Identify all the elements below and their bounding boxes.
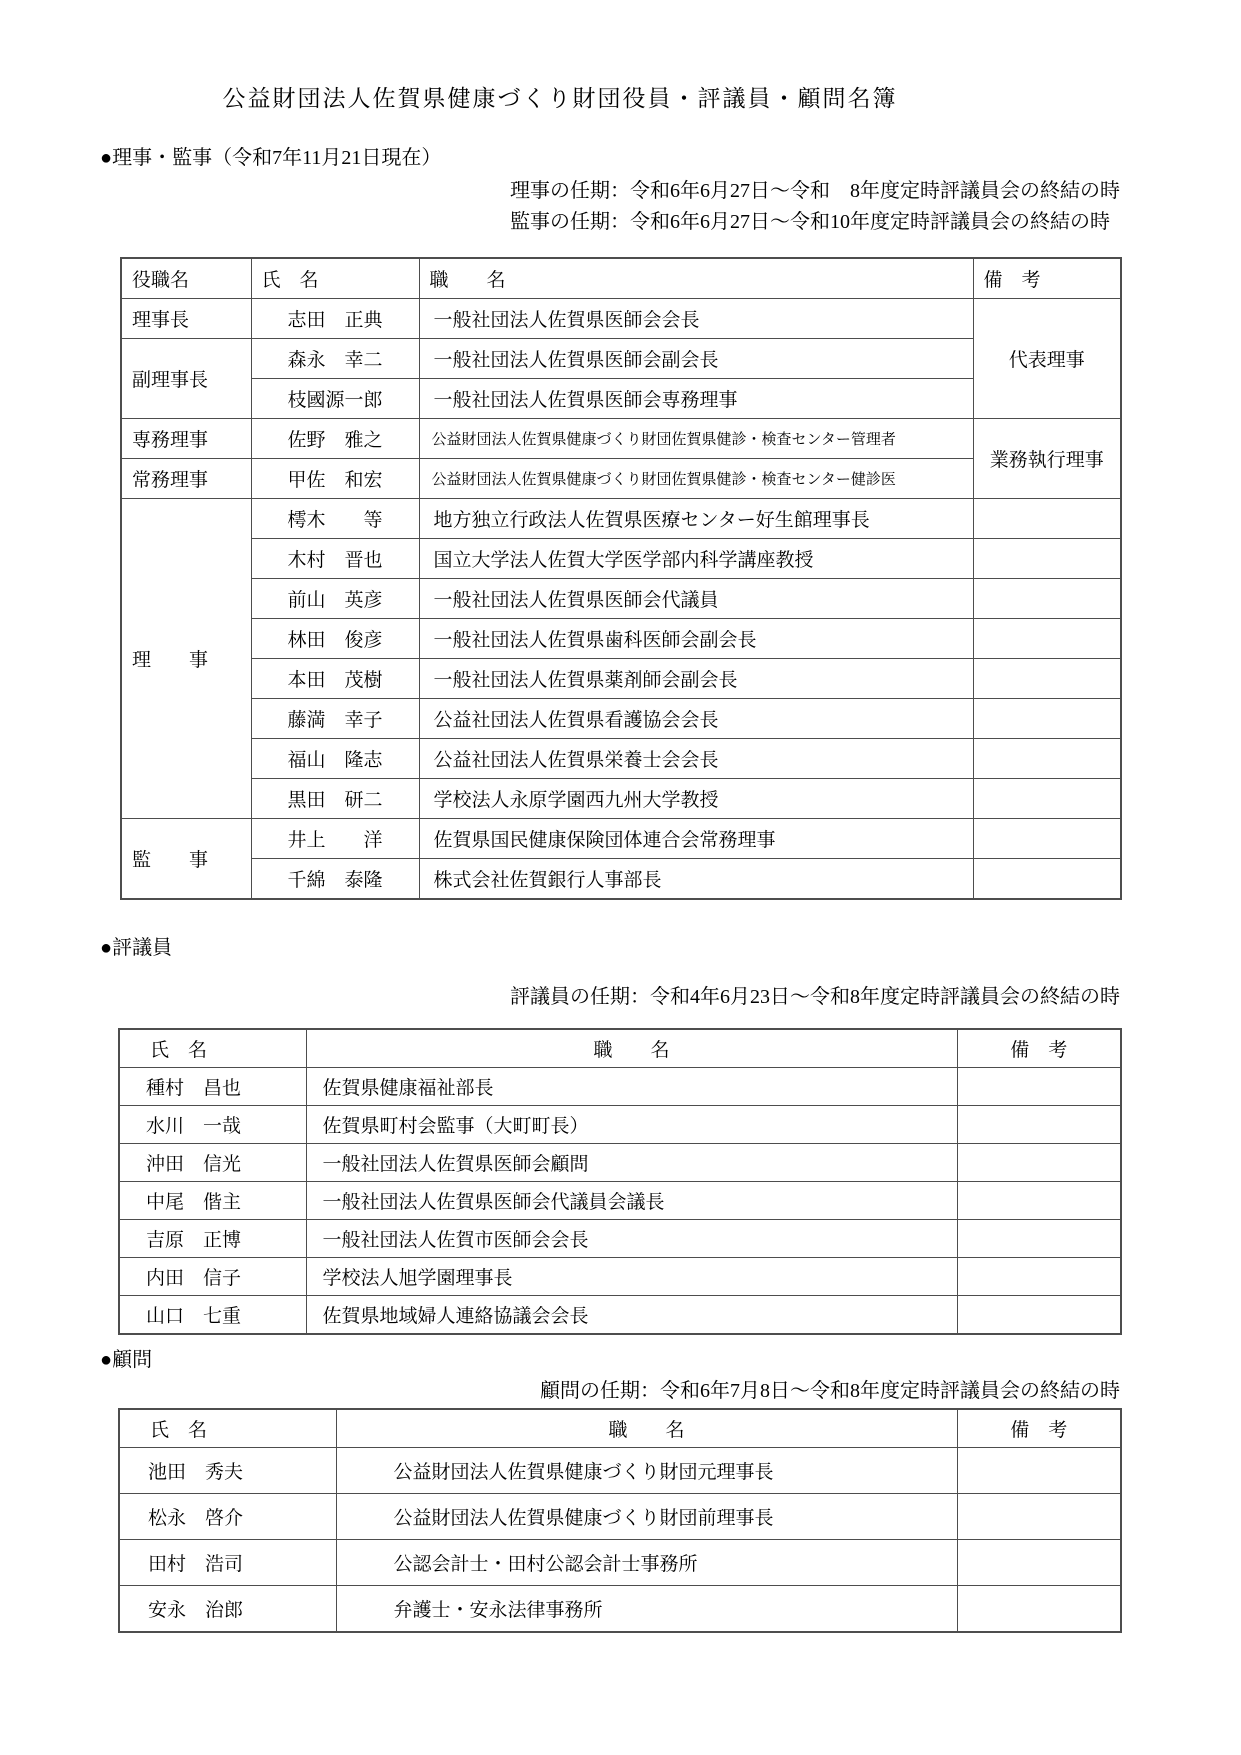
remark-cell: 業務執行理事 [973,419,1121,499]
name-cell: 吉原 正博 [119,1220,306,1258]
name-cell: 福山 隆志 [251,739,419,779]
remark-cell [973,619,1121,659]
advisors-table [118,1408,1122,1633]
job-cell: 佐賀県健康福祉部長 [306,1068,957,1106]
header-row [119,1409,1121,1448]
remark-cell [973,499,1121,539]
name-cell: 沖田 信光 [119,1144,306,1182]
advisors-term-line: 顧問の任期：令和6年7月8日～令和8年度定時評議員会の終結の時 [540,1380,1120,1402]
councilors-term-line: 評議員の任期：令和4年6月23日～令和8年度定時評議員会の終結の時 [510,986,1120,1008]
job-cell: 学校法人永原学園西九州大学教授 [419,779,973,819]
officers-term-lines [510,176,1120,238]
remark-cell [957,1144,1121,1182]
table-row [121,779,1121,819]
column-header: 氏 名 [119,1029,306,1068]
job-cell: 公益社団法人佐賀県看護協会会長 [419,699,973,739]
table-row [121,619,1121,659]
job-cell: 佐賀県地域婦人連絡協議会会長 [306,1296,957,1335]
remark-cell [957,1494,1121,1540]
table-row [121,459,1121,499]
name-cell: 井上 洋 [251,819,419,859]
job-cell: 一般社団法人佐賀県医師会代議員会議長 [306,1182,957,1220]
name-cell: 山口 七重 [119,1296,306,1335]
job-cell: 佐賀県町村会監事（大町町長） [306,1106,957,1144]
table-row [121,499,1121,539]
table-row [121,379,1121,419]
column-header: 氏 名 [119,1409,336,1448]
remark-cell [957,1586,1121,1633]
name-cell: 中尾 偕主 [119,1182,306,1220]
name-cell: 松永 啓介 [119,1494,336,1540]
role-cell: 副理事長 [121,339,251,419]
job-cell: 公益社団法人佐賀県栄養士会会長 [419,739,973,779]
table-row [121,699,1121,739]
column-header: 役職名 [121,258,251,299]
job-cell: 学校法人旭学園理事長 [306,1258,957,1296]
table-row [119,1448,1121,1494]
table-row [119,1106,1121,1144]
name-cell: 内田 信子 [119,1258,306,1296]
remark-cell [957,1540,1121,1586]
job-cell: 一般社団法人佐賀県医師会専務理事 [419,379,973,419]
name-cell: 林田 俊彦 [251,619,419,659]
table-row [119,1220,1121,1258]
name-cell: 本田 茂樹 [251,659,419,699]
section-officers-heading: ●理事・監事（令和7年11月21日現在） [100,147,442,169]
remark-cell [957,1182,1121,1220]
table-row [119,1586,1121,1633]
name-cell: 池田 秀夫 [119,1448,336,1494]
remark-cell [957,1220,1121,1258]
table-row [121,659,1121,699]
remark-cell [973,699,1121,739]
name-cell: 千綿 泰隆 [251,859,419,900]
header-row [119,1029,1121,1068]
remark-cell [973,819,1121,859]
column-header: 備 考 [957,1409,1121,1448]
column-header: 備 考 [957,1029,1121,1068]
job-cell: 一般社団法人佐賀県歯科医師会副会長 [419,619,973,659]
job-cell: 一般社団法人佐賀県医師会会長 [419,299,973,339]
job-cell: 公認会計士・田村公認会計士事務所 [336,1540,957,1586]
job-cell: 一般社団法人佐賀県医師会顧問 [306,1144,957,1182]
table-row [121,579,1121,619]
table-row [121,859,1121,900]
role-cell: 理 事 [121,499,251,819]
remark-cell [957,1258,1121,1296]
name-cell: 森永 幸二 [251,339,419,379]
job-cell: 弁護士・安永法律事務所 [336,1586,957,1633]
header-row [121,258,1121,299]
role-cell: 監 事 [121,819,251,900]
remark-cell [957,1296,1121,1335]
remark-cell [973,659,1121,699]
role-cell: 理事長 [121,299,251,339]
remark-cell [973,579,1121,619]
officers-term-line-auditors: 監事の任期：令和6年6月27日～令和10年度定時評議員会の終結の時 [510,211,1110,233]
section-councilors-heading: ●評議員 [100,937,173,959]
table-row [119,1540,1121,1586]
name-cell: 種村 昌也 [119,1068,306,1106]
table-row [119,1494,1121,1540]
document-title: 公益財団法人佐賀県健康づくり財団役員・評議員・顧問名簿 [222,86,898,111]
name-cell: 志田 正典 [251,299,419,339]
councilors-table [118,1028,1122,1335]
table-row [121,299,1121,339]
table-row [119,1068,1121,1106]
job-cell: 一般社団法人佐賀県医師会代議員 [419,579,973,619]
section-advisors-heading: ●顧問 [100,1349,153,1371]
table-row [121,339,1121,379]
remark-cell [957,1106,1121,1144]
name-cell: 甲佐 和宏 [251,459,419,499]
officers-term-line-directors: 理事の任期：令和6年6月27日～令和 8年度定時評議員会の終結の時 [510,180,1120,202]
name-cell: 木村 晋也 [251,539,419,579]
role-cell: 専務理事 [121,419,251,459]
job-cell: 佐賀県国民健康保険団体連合会常務理事 [419,819,973,859]
table-row [121,739,1121,779]
job-cell: 公益財団法人佐賀県健康づくり財団佐賀県健診・検査センター健診医 [419,459,973,499]
column-header: 氏 名 [251,258,419,299]
role-cell: 常務理事 [121,459,251,499]
job-cell: 公益財団法人佐賀県健康づくり財団前理事長 [336,1494,957,1540]
name-cell: 水川 一哉 [119,1106,306,1144]
job-cell: 地方独立行政法人佐賀県医療センター好生館理事長 [419,499,973,539]
name-cell: 藤満 幸子 [251,699,419,739]
officers-table [120,257,1122,900]
remark-cell: 代表理事 [973,299,1121,419]
column-header: 職 名 [306,1029,957,1068]
name-cell: 佐野 雅之 [251,419,419,459]
column-header: 職 名 [336,1409,957,1448]
job-cell: 一般社団法人佐賀県薬剤師会副会長 [419,659,973,699]
table-row [119,1144,1121,1182]
column-header: 備 考 [973,258,1121,299]
job-cell: 国立大学法人佐賀大学医学部内科学講座教授 [419,539,973,579]
job-cell: 公益財団法人佐賀県健康づくり財団元理事長 [336,1448,957,1494]
table-row [119,1182,1121,1220]
remark-cell [973,739,1121,779]
name-cell: 黒田 研二 [251,779,419,819]
name-cell: 安永 治郎 [119,1586,336,1633]
remark-cell [957,1068,1121,1106]
name-cell: 前山 英彦 [251,579,419,619]
table-row [121,419,1121,459]
table-row [121,819,1121,859]
remark-cell [957,1448,1121,1494]
name-cell: 枝國源一郎 [251,379,419,419]
remark-cell [973,539,1121,579]
job-cell: 一般社団法人佐賀市医師会会長 [306,1220,957,1258]
remark-cell [973,859,1121,900]
name-cell: 樗木 等 [251,499,419,539]
job-cell: 株式会社佐賀銀行人事部長 [419,859,973,900]
remark-cell [973,779,1121,819]
job-cell: 公益財団法人佐賀県健康づくり財団佐賀県健診・検査センター管理者 [419,419,973,459]
table-row [119,1296,1121,1335]
table-row [119,1258,1121,1296]
table-row [121,539,1121,579]
job-cell: 一般社団法人佐賀県医師会副会長 [419,339,973,379]
column-header: 職 名 [419,258,973,299]
name-cell: 田村 浩司 [119,1540,336,1586]
